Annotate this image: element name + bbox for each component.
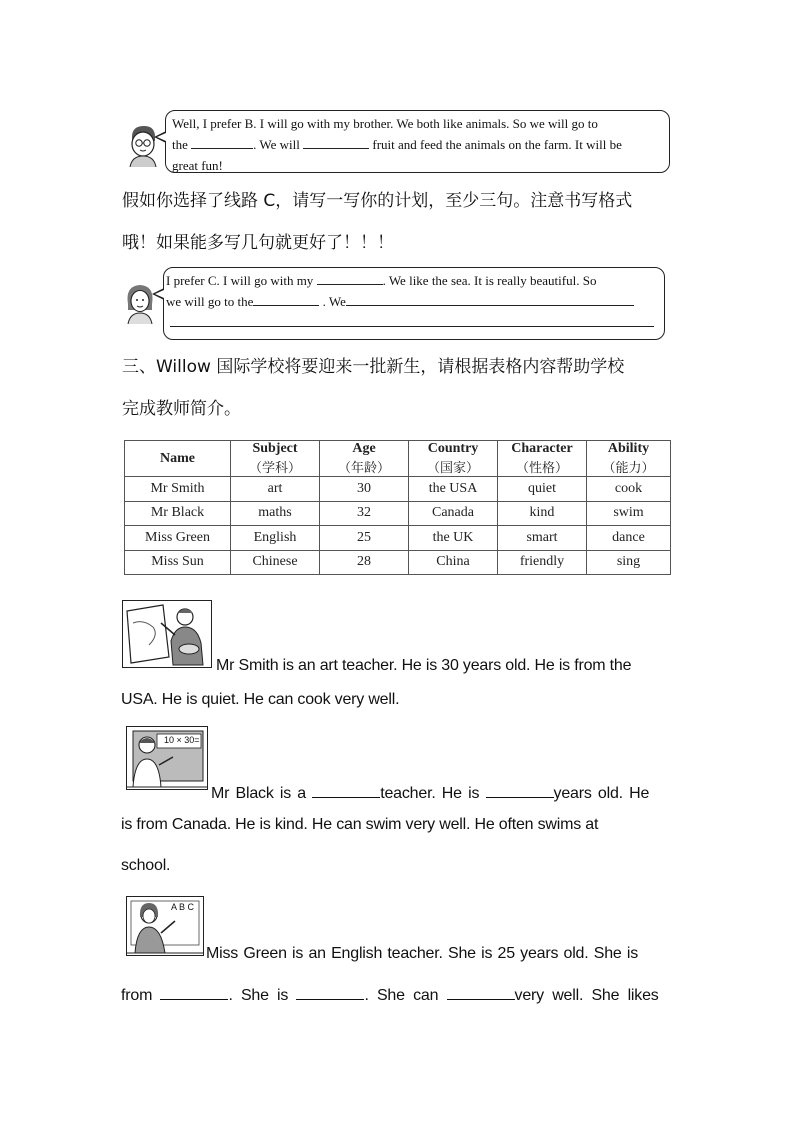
blank-green-country[interactable] <box>160 983 228 1000</box>
header-character: Character （性格） <box>498 441 587 477</box>
blank-place[interactable] <box>191 134 253 149</box>
blank-black-age[interactable] <box>486 781 554 798</box>
english-teacher-picture <box>126 896 204 956</box>
table-row: Mr Smith art 30 the USA quiet cook <box>125 477 671 502</box>
bubble-c-line-2: we will go to the . We <box>166 291 658 312</box>
section-3-line-2: 完成教师简介。 <box>122 399 241 419</box>
blank-green-character[interactable] <box>296 983 364 1000</box>
black-intro-line-1: Mr Black is a teacher. He is years old. He <box>211 781 649 803</box>
teacher-info-table <box>124 440 671 575</box>
speech-bubble-c <box>163 267 665 340</box>
table-row: Mr Black maths 32 Canada kind swim <box>125 501 671 526</box>
board-abc-text: A B C <box>171 902 195 912</box>
header-age: Age （年龄） <box>320 441 409 477</box>
instruction-line-2: 哦！如果能多写几句就更好了！！！ <box>122 233 394 253</box>
header-ability: Ability （能力） <box>587 441 671 477</box>
black-intro-line-2: is from Canada. He is kind. He can swim very well. He often swims at <box>121 816 599 833</box>
speech-bubble-b <box>165 110 670 173</box>
blank-destination[interactable] <box>253 291 319 306</box>
bubble-b-line-3: great fun! <box>172 158 223 173</box>
blank-green-ability[interactable] <box>447 983 515 1000</box>
bubble-c-line-1: I prefer C. I will go with my . We like the sea. It is really beautiful. So <box>166 270 658 291</box>
art-teacher-picture <box>122 600 212 668</box>
table-row: Miss Sun Chinese 28 China friendly sing <box>125 550 671 575</box>
blank-activity[interactable] <box>303 134 369 149</box>
bubble-b-line-2: the . We will fruit and feed the animals on the farm. It will be <box>172 134 663 155</box>
table-header-row <box>125 441 671 477</box>
header-subject: Subject （学科） <box>231 441 320 477</box>
green-intro-line-1: Miss Green is an English teacher. She is 25 years old. She is <box>206 945 639 962</box>
black-intro-line-3: school. <box>121 857 171 874</box>
smith-intro-line-2: USA. He is quiet. He can cook very well. <box>121 691 400 708</box>
smith-intro-line-1: Mr Smith is an art teacher. He is 30 years old. He is from the <box>216 657 632 674</box>
header-country: Country （国家） <box>409 441 498 477</box>
bubble-b-line-1: Well, I prefer B. I will go with my brother. We both like animals. So we will go to <box>172 116 598 131</box>
boy-with-glasses-icon <box>124 123 160 167</box>
table-row: Miss Green English 25 the UK smart dance <box>125 526 671 551</box>
blank-companion[interactable] <box>317 270 383 285</box>
instruction-line-1: 假如你选择了线路 C，请写一写你的计划，至少三句。注意书写格式 <box>122 191 633 211</box>
blank-plan-1[interactable] <box>346 291 634 306</box>
green-intro-line-2: from . She is . She can very well. She likes <box>121 983 659 1005</box>
painter-icon <box>123 601 211 667</box>
board-text: 10 × 30= <box>164 735 200 745</box>
blank-black-subject[interactable] <box>312 781 380 798</box>
section-3-line-1: 三、Willow 国际学校将要迎来一批新生，请根据表格内容帮助学校 <box>122 357 625 377</box>
maths-teacher-picture <box>126 726 208 790</box>
header-name: Name <box>125 441 231 477</box>
